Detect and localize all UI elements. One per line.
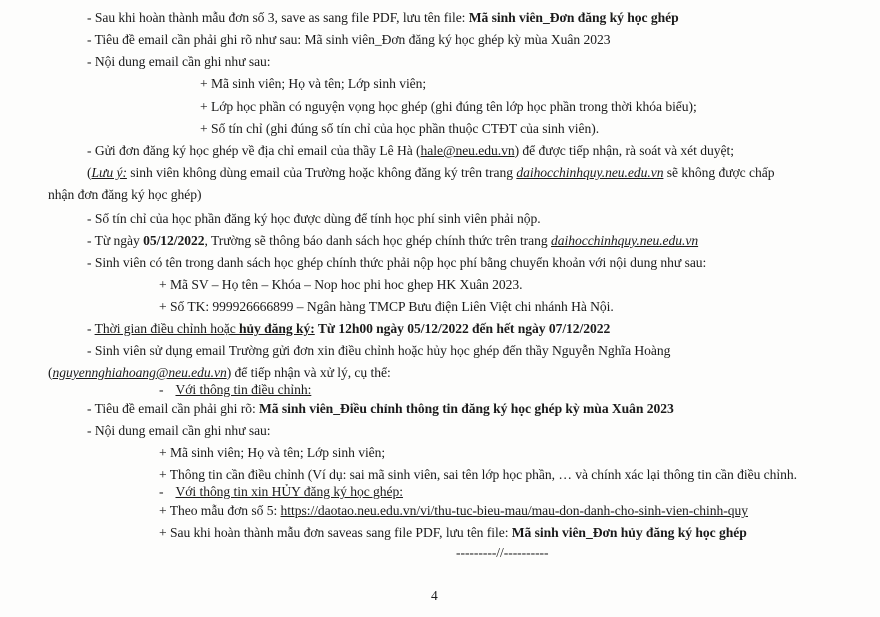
line-adjust-title	[87, 400, 674, 417]
note-label: Lưu ý:	[91, 165, 127, 180]
line-adjust-content: - Nội dung email cần ghi như sau:	[87, 423, 271, 438]
underlined-text: Thời gian điều chỉnh hoặc	[94, 321, 240, 336]
text: (	[48, 365, 53, 380]
underlined-bold-text: hủy đăng ký:	[239, 321, 315, 336]
dash: -	[159, 382, 164, 397]
underlined-text: Với thông tin xin HỦY đăng ký học ghép:	[175, 484, 403, 499]
line-email-content: - Nội dung email cần ghi như sau:	[87, 54, 271, 69]
underlined-text: Với thông tin điều chỉnh:	[175, 382, 312, 397]
line-email-title: - Tiêu đề email cần phải ghi rõ như sau: Mã sinh viên_Đơn đăng ký học ghép kỳ mùa Xuân 2023	[87, 32, 611, 47]
filename-bold: Mã sinh viên_Đơn đăng ký học ghép	[468, 10, 679, 25]
list-item: + Mã SV – Họ tên – Khóa – Nop hoc phi hoc ghep HK Xuân 2023.	[159, 277, 523, 292]
section-divider: ---------//----------	[456, 545, 549, 560]
line-tuition: - Sinh viên có tên trong danh sách học ghép chính thức phải nộp học phí bằng chuyển khoản với nội dung như sau:	[87, 255, 707, 270]
text: sinh viên không dùng email của Trường hoặc không đăng ký trên trang	[126, 165, 517, 180]
line-credits: - Số tín chỉ của học phần đăng ký học được dùng để tính học phí sinh viên phải nộp.	[87, 211, 541, 226]
line-adjust-period	[87, 320, 610, 337]
line-note-cont: nhận đơn đăng ký học ghép)	[48, 187, 202, 202]
line-adjust-request: - Sinh viên sử dụng email Trường gửi đơn xin điều chỉnh hoặc hủy học ghép đến thầy Nguyễn Nghĩa Hoàng	[87, 343, 671, 358]
dash: -	[159, 484, 164, 499]
website-link[interactable]: daihocchinhquy.neu.edu.vn	[516, 165, 664, 180]
subheading-adjust	[159, 381, 311, 398]
page-number: 4	[431, 588, 438, 603]
text: sẽ không được chấp	[663, 165, 775, 180]
text: , Trường sẽ thông báo danh sách học ghép chính thức trên trang	[204, 233, 551, 248]
title-bold: Mã sinh viên_Điều chỉnh thông tin đăng ký học ghép kỳ mùa Xuân 2023	[259, 401, 674, 416]
text: + Theo mẫu đơn số 5:	[159, 503, 281, 518]
text: ) để được tiếp nhận, rà soát và xét duyệt;	[514, 143, 734, 158]
email-link[interactable]: hale@neu.edu.vn	[420, 143, 515, 158]
text: ) để tiếp nhận và xử lý, cụ thể:	[226, 365, 391, 380]
text: - Gửi đơn đăng ký học ghép về địa chỉ email của thầy Lê Hà (	[87, 143, 421, 158]
list-item	[159, 502, 748, 519]
line-announcement	[87, 232, 698, 249]
text: - Từ ngày	[87, 233, 144, 248]
email-link[interactable]: nguyennghiahoang@neu.edu.vn	[52, 365, 227, 380]
text: + Sau khi hoàn thành mẫu đơn saveas sang file PDF, lưu tên file:	[159, 525, 512, 540]
list-item: + Thông tin cần điều chỉnh (Ví dụ: sai mã sinh viên, sai tên lớp học phần, … và chính xác lại thông tin cần điều chỉnh.	[159, 467, 797, 482]
list-item: + Số TK: 999926666899 – Ngân hàng TMCP Bưu điện Liên Việt chi nhánh Hà Nội.	[159, 299, 614, 314]
list-item: + Mã sinh viên; Họ và tên; Lớp sinh viên;	[200, 76, 427, 91]
filename-bold: Mã sinh viên_Đơn hủy đăng ký học ghép	[511, 525, 747, 540]
line-save-pdf	[87, 9, 679, 26]
text: - Tiêu đề email cần phải ghi rõ:	[87, 401, 260, 416]
form-link[interactable]: https://daotao.neu.edu.vn/vi/thu-tuc-bieu-mau/mau-don-danh-cho-sinh-vien-chinh-quy	[280, 503, 748, 518]
text: -	[87, 321, 95, 336]
list-item: + Lớp học phần có nguyện vọng học ghép (ghi đúng tên lớp học phần trong thời khóa biểu);	[200, 99, 697, 114]
line-adjust-email	[48, 364, 391, 381]
line-send-form	[87, 142, 734, 159]
website-link[interactable]: daihocchinhquy.neu.edu.vn	[551, 233, 699, 248]
list-item: + Số tín chỉ (ghi đúng số tín chỉ của học phần thuộc CTĐT của sinh viên).	[200, 121, 600, 136]
line-note	[87, 164, 774, 181]
subheading-cancel	[159, 483, 403, 500]
list-item: + Mã sinh viên; Họ và tên; Lớp sinh viên;	[159, 445, 386, 460]
date-bold: 05/12/2022	[143, 233, 205, 248]
text: (	[87, 165, 92, 180]
text: - Sau khi hoàn thành mẫu đơn số 3, save as sang file PDF, lưu tên file:	[87, 10, 469, 25]
period-bold: Từ 12h00 ngày 05/12/2022 đến hết ngày 07/12/2022	[314, 321, 611, 336]
list-item	[159, 524, 747, 541]
